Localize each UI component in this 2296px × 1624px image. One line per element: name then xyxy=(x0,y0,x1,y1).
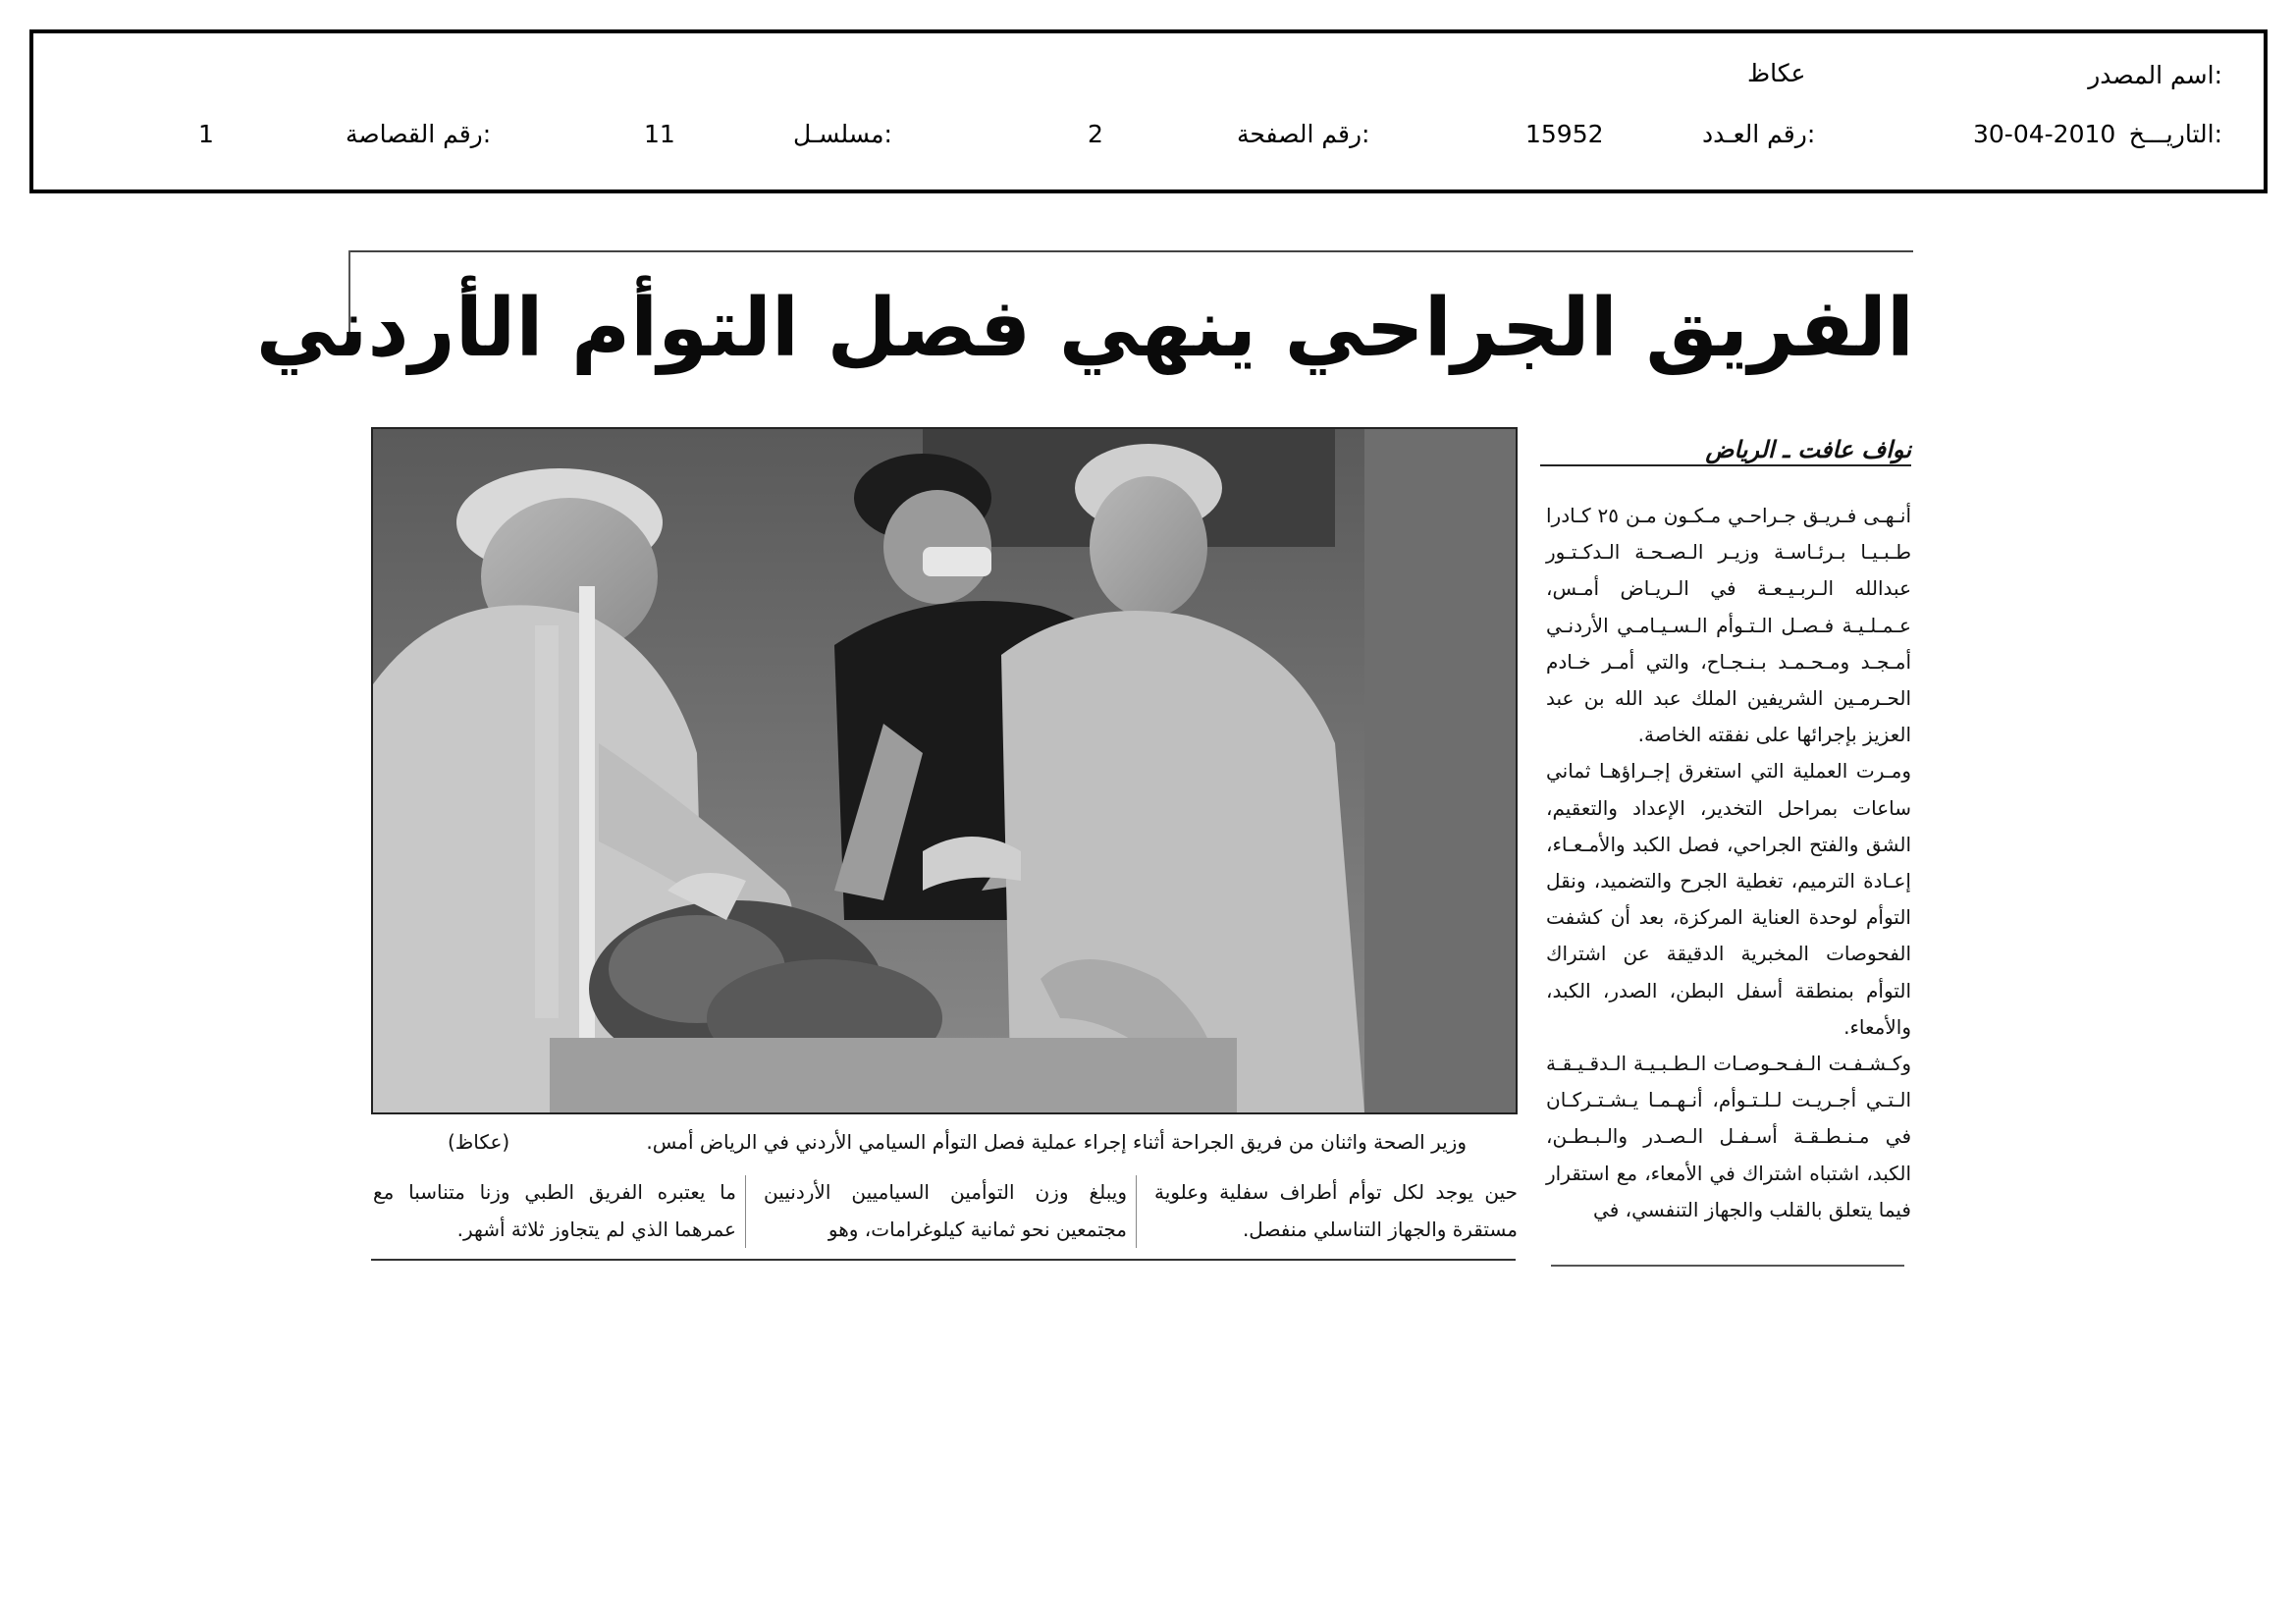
byline-rule xyxy=(1540,464,1911,466)
date-value: 30-04-2010 xyxy=(1973,120,2116,148)
paragraph-3: وكـشـفـت الـفـحـوصـات الـطـبـيـة الـدقـيـقـة الـتـي أجـريـت لـلـتـوأم، أنـهـمـا يـشـتـركـان في مـنـطـقـة أسـفـل الـصـدر والـبـطـن، الكبد، اشتباه اشتراك في الأمعاء، مع استقرار فيما يتعلق بالقلب والجهاز التنفسي، في xyxy=(1546,1052,1911,1221)
clip-number-value: 1 xyxy=(198,120,214,148)
clip-number-label: رقم القصاصة: xyxy=(346,120,492,148)
issue-label: رقم العـدد: xyxy=(1702,120,1816,148)
paragraph-2: ومـرت العملية التي استغرق إجـراؤهـا ثماني ساعات بمراحل التخدير، الإعداد والتعقيم، الشق والفتح الجراحي، فصل الكبد والأمـعـاء، إعـادة الترميم، تغطية الجرح والتضميد، ونقل التوأم لوحدة العناية المركزة، بعد أن كشفت الفحوصات المخبرية الدقيقة عن اشتراك التوأم بمنطقة أسفل البطن، الصدر، الكبد، والأمعاء. xyxy=(1546,759,1911,1039)
caption-source: (عكاظ) xyxy=(448,1130,510,1154)
article-body-column xyxy=(1546,498,1911,1228)
source-label: اسم المصدر: xyxy=(2088,61,2222,89)
paragraph-1: أنـهـى فـريـق جـراحـي مـكـون مـن ٢٥ كـادرا طـبـيـا بـرئـاسـة وزيـر الـصـحـة الـدكـتـور عبدالله الـربـيـعـة في الـريـاض أمـس، عـمـلـيـة فـصـل الـتـوأم الـسـيـامـي الأردنـي أمـجـد ومـحـمـد بـنـجـاح، والتي أمـر خـادم الحـرمـين الشريفين الملك عبد الله بن عبد العزيز بإجرائها على نفقته الخاصة. xyxy=(1546,504,1912,747)
column-separator xyxy=(745,1175,746,1248)
photo-caption xyxy=(371,1124,1518,1160)
issue-value: 15952 xyxy=(1525,120,1604,148)
column-end-rule xyxy=(1551,1265,1904,1267)
continuation-column-3: ما يعتبره الفريق الطبي وزنا متناسبا مع عمرهما الذي لم يتجاوز ثلاثة أشهر. xyxy=(373,1180,736,1241)
continuation-row xyxy=(371,1173,1518,1252)
continuation-column-1: حين يوجد لكل توأم أطراف سفلية وعلوية مستقرة والجهاز التناسلي منفصل. xyxy=(1154,1180,1518,1241)
surgery-photo xyxy=(371,427,1518,1114)
page-label: رقم الصفحة: xyxy=(1237,120,1370,148)
article-headline: الفريق الجراحي ينهي فصل التوأم الأردني xyxy=(255,282,1914,375)
newspaper-clipping xyxy=(255,250,1919,1281)
bottom-rule xyxy=(371,1259,1516,1261)
column-separator xyxy=(1136,1175,1137,1248)
date-label: التاريـــخ: xyxy=(2128,120,2222,148)
clipping-info-box xyxy=(29,29,2268,193)
continuation-column-2: ويبلغ وزن التوأمين السياميين الأردنيين مجتمعين نحو ثمانية كيلوغرامات، وهو xyxy=(764,1180,1127,1241)
serial-label: مسلسـل: xyxy=(793,120,892,148)
article-byline: نواف عافت ـ الرياض xyxy=(1705,436,1911,463)
surgery-photo-illustration xyxy=(373,429,1516,1112)
serial-value: 11 xyxy=(644,120,675,148)
source-value: عكاظ xyxy=(1747,59,1806,87)
top-rule xyxy=(350,250,1913,252)
caption-text: وزير الصحة واثنان من فريق الجراحة أثناء إجراء عملية فصل التوأم السيامي الأردني في الرياض أمس. xyxy=(646,1130,1467,1154)
page-value: 2 xyxy=(1088,120,1103,148)
